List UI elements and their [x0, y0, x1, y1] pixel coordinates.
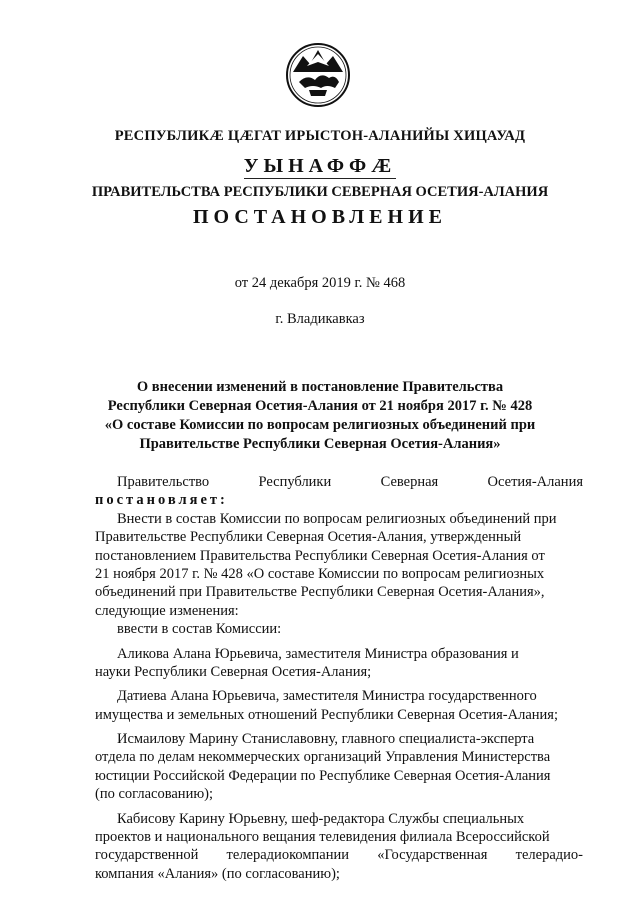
divider-line	[244, 178, 396, 179]
body-line: отдела по делам некоммерческих организаций Управления Министерства	[95, 749, 551, 766]
government-name: ПРАВИТЕЛЬСТВА РЕСПУБЛИКИ СЕВЕРНАЯ ОСЕТИЯ-АЛАНИЯ	[91, 184, 549, 200]
coat-of-arms-emblem	[285, 42, 351, 108]
document-type: ПОСТАНОВЛЕНИЕ	[193, 206, 447, 228]
body-line: Правительство Республики Северная Осетия-Алания	[117, 474, 583, 490]
resolves-word: постановляет:	[95, 492, 228, 509]
body-line: Внести в состав Комиссии по вопросам религиозных объединений при	[117, 510, 557, 527]
body-line: 21 ноября 2017 г. № 428 «О составе Комиссии по вопросам религиозных	[95, 565, 545, 582]
body-line: постановлением Правительства Республики Северная Осетия-Алания от	[95, 547, 545, 564]
body-line: государственной телерадиокомпании «Государственная телерадио-	[95, 847, 583, 864]
document-title	[0, 378, 640, 454]
title-line: О внесении изменений в постановление Правительства	[136, 379, 504, 395]
document-type-ossetian: УЫНАФФӔ	[243, 155, 397, 177]
body-line: науки Республики Северная Осетия-Алания;	[95, 663, 372, 680]
body-line: объединений при Правительстве Республики Северная Осетия-Алания»,	[95, 584, 545, 601]
body-line: (по согласованию);	[95, 786, 214, 803]
body-line: Датиева Алана Юрьевича, заместителя Министра государственного	[117, 688, 537, 705]
body-line: юстиции Российской Федерации по Республике Северная Осетия-Алания	[95, 767, 551, 784]
body-line: Кабисову Карину Юрьевну, шеф-редактора Службы специальных	[117, 810, 525, 827]
body-line: Правительстве Республики Северная Осетия-Алания, утвержденный	[95, 529, 522, 546]
body-line: Аликова Алана Юрьевича, заместителя Министра образования и	[117, 645, 519, 662]
body-line: компания «Алания» (по согласованию);	[95, 865, 340, 882]
republic-name-ossetian: РЕСПУБЛИКӔ ЦӔГАТ ИРЫСТОН-АЛАНИЙЫ ХИЦАУАД	[114, 128, 526, 144]
document-body	[95, 473, 583, 883]
body-line: Исмаилову Марину Станиславовну, главного специалиста-эксперта	[117, 731, 535, 748]
title-line: Правительстве Республики Северная Осетия-Алания»	[139, 436, 501, 452]
document-city: г. Владикавказ	[275, 311, 365, 327]
document-date-number: от 24 декабря 2019 г. № 468	[234, 275, 406, 291]
body-line: проектов и национального вещания телевидения филиала Всероссийской	[95, 829, 550, 846]
body-line: следующие изменения:	[95, 602, 239, 619]
title-line: «О составе Комиссии по вопросам религиозных объединений при	[104, 417, 536, 433]
body-line: ввести в состав Комиссии:	[117, 621, 282, 638]
title-line: Республики Северная Осетия-Алания от 21 ноября 2017 г. № 428	[107, 398, 533, 414]
body-line: имущества и земельных отношений Республики Северная Осетия-Алания;	[95, 706, 558, 723]
